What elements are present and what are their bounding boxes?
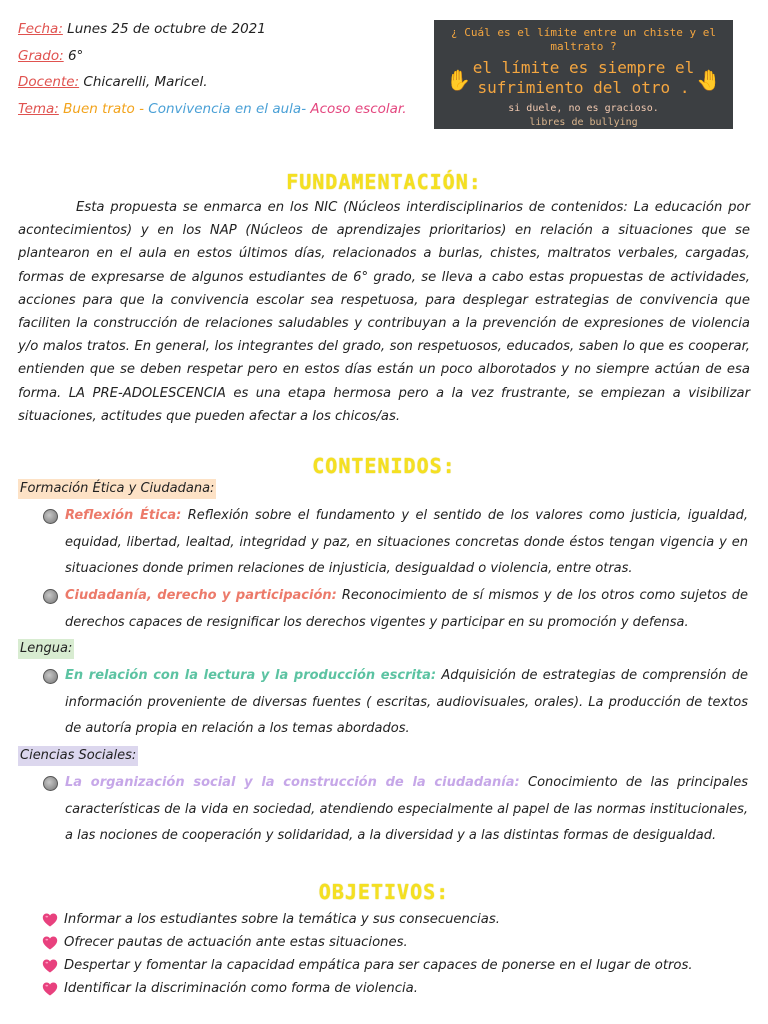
docente-label: Docente: bbox=[18, 74, 80, 90]
item-text: Reconocimiento de sí mismos y de los otros como sujetos de derechos capaces de resignificar los derechos vigentes y participar en su promoción y defensa. bbox=[65, 588, 748, 630]
heart-icon bbox=[42, 981, 58, 997]
tema-part-buen-trato: Buen trato bbox=[63, 100, 135, 117]
item-text: Reflexión sobre el fundamento y el sentido de los valores como justicia, igualdad, equidad, libertad, lealtad, integridad y paz, en situaciones concretas donde éstos tengan vigencia y en situaciones donde primen relaciones de injusticia, desigualdad o violencia, entre otras. bbox=[65, 508, 749, 577]
docente-value: Chicarelli, Maricel. bbox=[83, 74, 208, 90]
heart-icon bbox=[42, 958, 58, 974]
heart-icon bbox=[42, 912, 58, 928]
item-label: La organización social y la construcción de la ciudadanía: bbox=[65, 775, 520, 790]
objective-text: Ofrecer pautas de actuación ante estas situaciones. bbox=[64, 935, 408, 950]
tema-part-convivencia: Convivencia en el aula- bbox=[148, 100, 307, 117]
bullet-icon bbox=[43, 589, 58, 604]
item-text: Adquisición de estrategias de comprensión de información proveniente de diversas fuentes ( escritas, audiovisuales, orales). La producción de textos de autoría propia en relación a los temas abordados. bbox=[65, 668, 748, 737]
objective-text: Despertar y fomentar la capacidad empática para ser capaces de ponerse en el lugar de otros. bbox=[64, 958, 693, 973]
bullet-icon bbox=[43, 509, 58, 524]
lesson-header bbox=[18, 16, 418, 122]
hand-icon: ✋ bbox=[696, 68, 721, 92]
fecha-label: Fecha: bbox=[18, 21, 63, 37]
tema-separator: - bbox=[134, 100, 149, 117]
objective-item bbox=[43, 931, 408, 954]
tema-label: Tema: bbox=[18, 100, 59, 117]
bullet-icon bbox=[43, 669, 58, 684]
list-item bbox=[65, 583, 748, 636]
item-label: Ciudadanía, derecho y participación: bbox=[65, 588, 337, 603]
poster-line-3: sufrimiento del otro . bbox=[477, 78, 690, 97]
bullet-icon bbox=[43, 776, 58, 791]
list-item bbox=[65, 663, 748, 743]
tema-part-acoso: Acoso escolar. bbox=[306, 100, 407, 117]
item-label: En relación con la lectura y la producción escrita: bbox=[65, 668, 437, 683]
fundamentacion-paragraph bbox=[18, 196, 750, 428]
item-label: Reflexión Ética: bbox=[65, 508, 182, 523]
objective-item bbox=[43, 908, 500, 931]
docente-row bbox=[18, 69, 418, 96]
poster-question: ¿ Cuál es el límite entre un chiste y el maltrato ? bbox=[451, 26, 716, 53]
contenidos-title: CONTENIDOS: bbox=[312, 454, 456, 478]
objective-item bbox=[43, 977, 418, 1000]
poster-line-4: si duele, no es gracioso. bbox=[508, 103, 659, 114]
fecha-value: Lunes 25 de octubre de 2021 bbox=[67, 21, 266, 37]
poster-line-2: el límite es siempre el bbox=[472, 58, 695, 77]
section-heading-lengua: Lengua: bbox=[18, 639, 74, 659]
objective-item bbox=[43, 954, 693, 977]
list-item bbox=[65, 503, 748, 583]
grado-row bbox=[18, 43, 418, 70]
section-heading-sociales: Ciencias Sociales: bbox=[18, 746, 138, 766]
objective-text: Identificar la discriminación como forma de violencia. bbox=[64, 981, 418, 996]
poster-line-5: libres de bullying bbox=[529, 117, 638, 128]
heart-icon bbox=[42, 935, 58, 951]
objective-text: Informar a los estudiantes sobre la temática y sus consecuencias. bbox=[64, 912, 500, 927]
fundamentacion-text: Esta propuesta se enmarca en los NIC (Núcleos interdisciplinarios de contenidos: La educación por acontecimientos) y en los NAP (Núcleos de aprendizajes prioritarios) en relación a situaciones que se plantearon en el aula en estos últimos días, relacionados a burlas, chistes, maltratos verbales, cargadas, formas de expresarse de algunos estudiantes de 6° grado, se lleva a cabo estas propuestas de actividades, acciones para que la convivencia escolar sea respetuosa, para desplegar estrategias de convivencia que faciliten la construcción de relaciones saludables y contribuyan a la prevención de expresiones de violencia y/o malos tratos. En general, los integrantes del grado, son respetuosos, educados, saben lo que es cooperar, entienden que se deben respetar pero en estos días están un poco alborotados y no siempre actúan de esa forma. LA PRE-ADOLESCENCIA es una etapa hermosa pero a la vez frustrante, se empiezan a visibilizar situaciones, actitudes que pueden afectar a los chicos/as. bbox=[18, 200, 750, 424]
tema-row bbox=[18, 96, 418, 123]
hand-icon: ✋ bbox=[446, 68, 471, 92]
objetivos-title: OBJETIVOS: bbox=[318, 880, 450, 904]
section-heading-etica: Formación Ética y Ciudadana: bbox=[18, 479, 216, 499]
fundamentacion-title: FUNDAMENTACIÓN: bbox=[286, 170, 482, 194]
list-item bbox=[65, 770, 748, 850]
fecha-row bbox=[18, 16, 418, 43]
grado-value: 6° bbox=[67, 47, 84, 64]
anti-bullying-poster bbox=[434, 20, 733, 129]
grado-label: Grado: bbox=[18, 47, 64, 64]
item-text: Conocimiento de las principales características de la vida en sociedad, atendiendo especialmente al papel de las normas institucionales, a las nociones de cooperación y solidaridad, a la diversidad y a las distintas formas de desigualdad. bbox=[65, 775, 748, 844]
